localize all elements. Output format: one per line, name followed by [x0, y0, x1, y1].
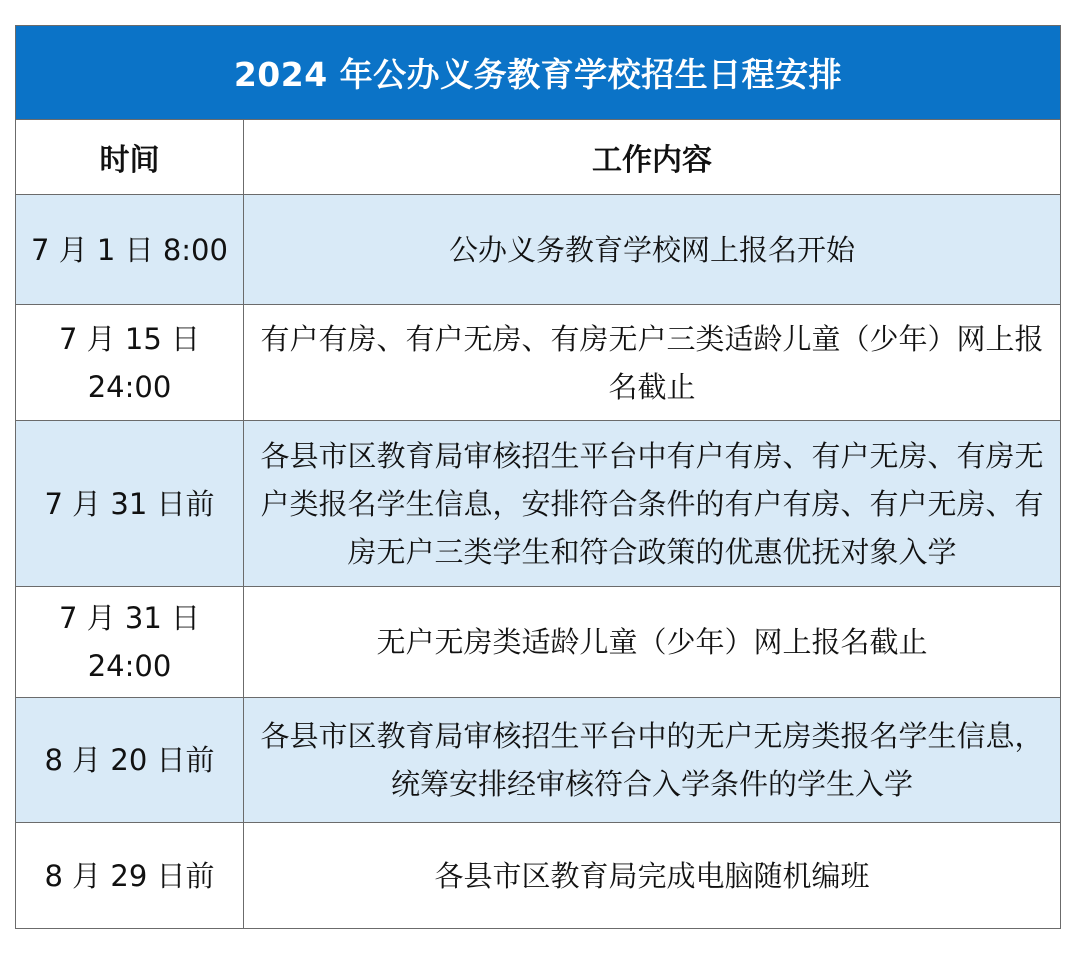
time-cell: 8 月 29 日前 — [16, 823, 244, 929]
table-row — [16, 421, 1061, 587]
table-title: 2024 年公办义务教育学校招生日程安排 — [16, 26, 1061, 120]
time-cell: 7 月 1 日 8:00 — [16, 195, 244, 305]
content-cell: 无户无房类适龄儿童（少年）网上报名截止 — [244, 587, 1061, 698]
time-column-header: 时间 — [16, 120, 244, 195]
content-column-header: 工作内容 — [244, 120, 1061, 195]
title-row — [16, 26, 1061, 120]
content-cell: 各县市区教育局审核招生平台中有户有房、有户无房、有房无户类报名学生信息，安排符合条件的有户有房、有户无房、有房无户三类学生和符合政策的优惠优抚对象入学 — [244, 421, 1061, 587]
content-cell: 各县市区教育局完成电脑随机编班 — [244, 823, 1061, 929]
time-cell: 7 月 31 日 24:00 — [16, 587, 244, 698]
table-row — [16, 823, 1061, 929]
time-cell: 7 月 31 日前 — [16, 421, 244, 587]
time-cell: 7 月 15 日 24:00 — [16, 305, 244, 421]
table-row — [16, 305, 1061, 421]
schedule-table — [15, 25, 1061, 929]
content-cell: 有户有房、有户无房、有房无户三类适龄儿童（少年）网上报名截止 — [244, 305, 1061, 421]
table-row — [16, 587, 1061, 698]
header-row — [16, 120, 1061, 195]
content-cell: 各县市区教育局审核招生平台中的无户无房类报名学生信息，统筹安排经审核符合入学条件的学生入学 — [244, 698, 1061, 823]
table-row — [16, 698, 1061, 823]
table-row — [16, 195, 1061, 305]
content-cell: 公办义务教育学校网上报名开始 — [244, 195, 1061, 305]
time-cell: 8 月 20 日前 — [16, 698, 244, 823]
